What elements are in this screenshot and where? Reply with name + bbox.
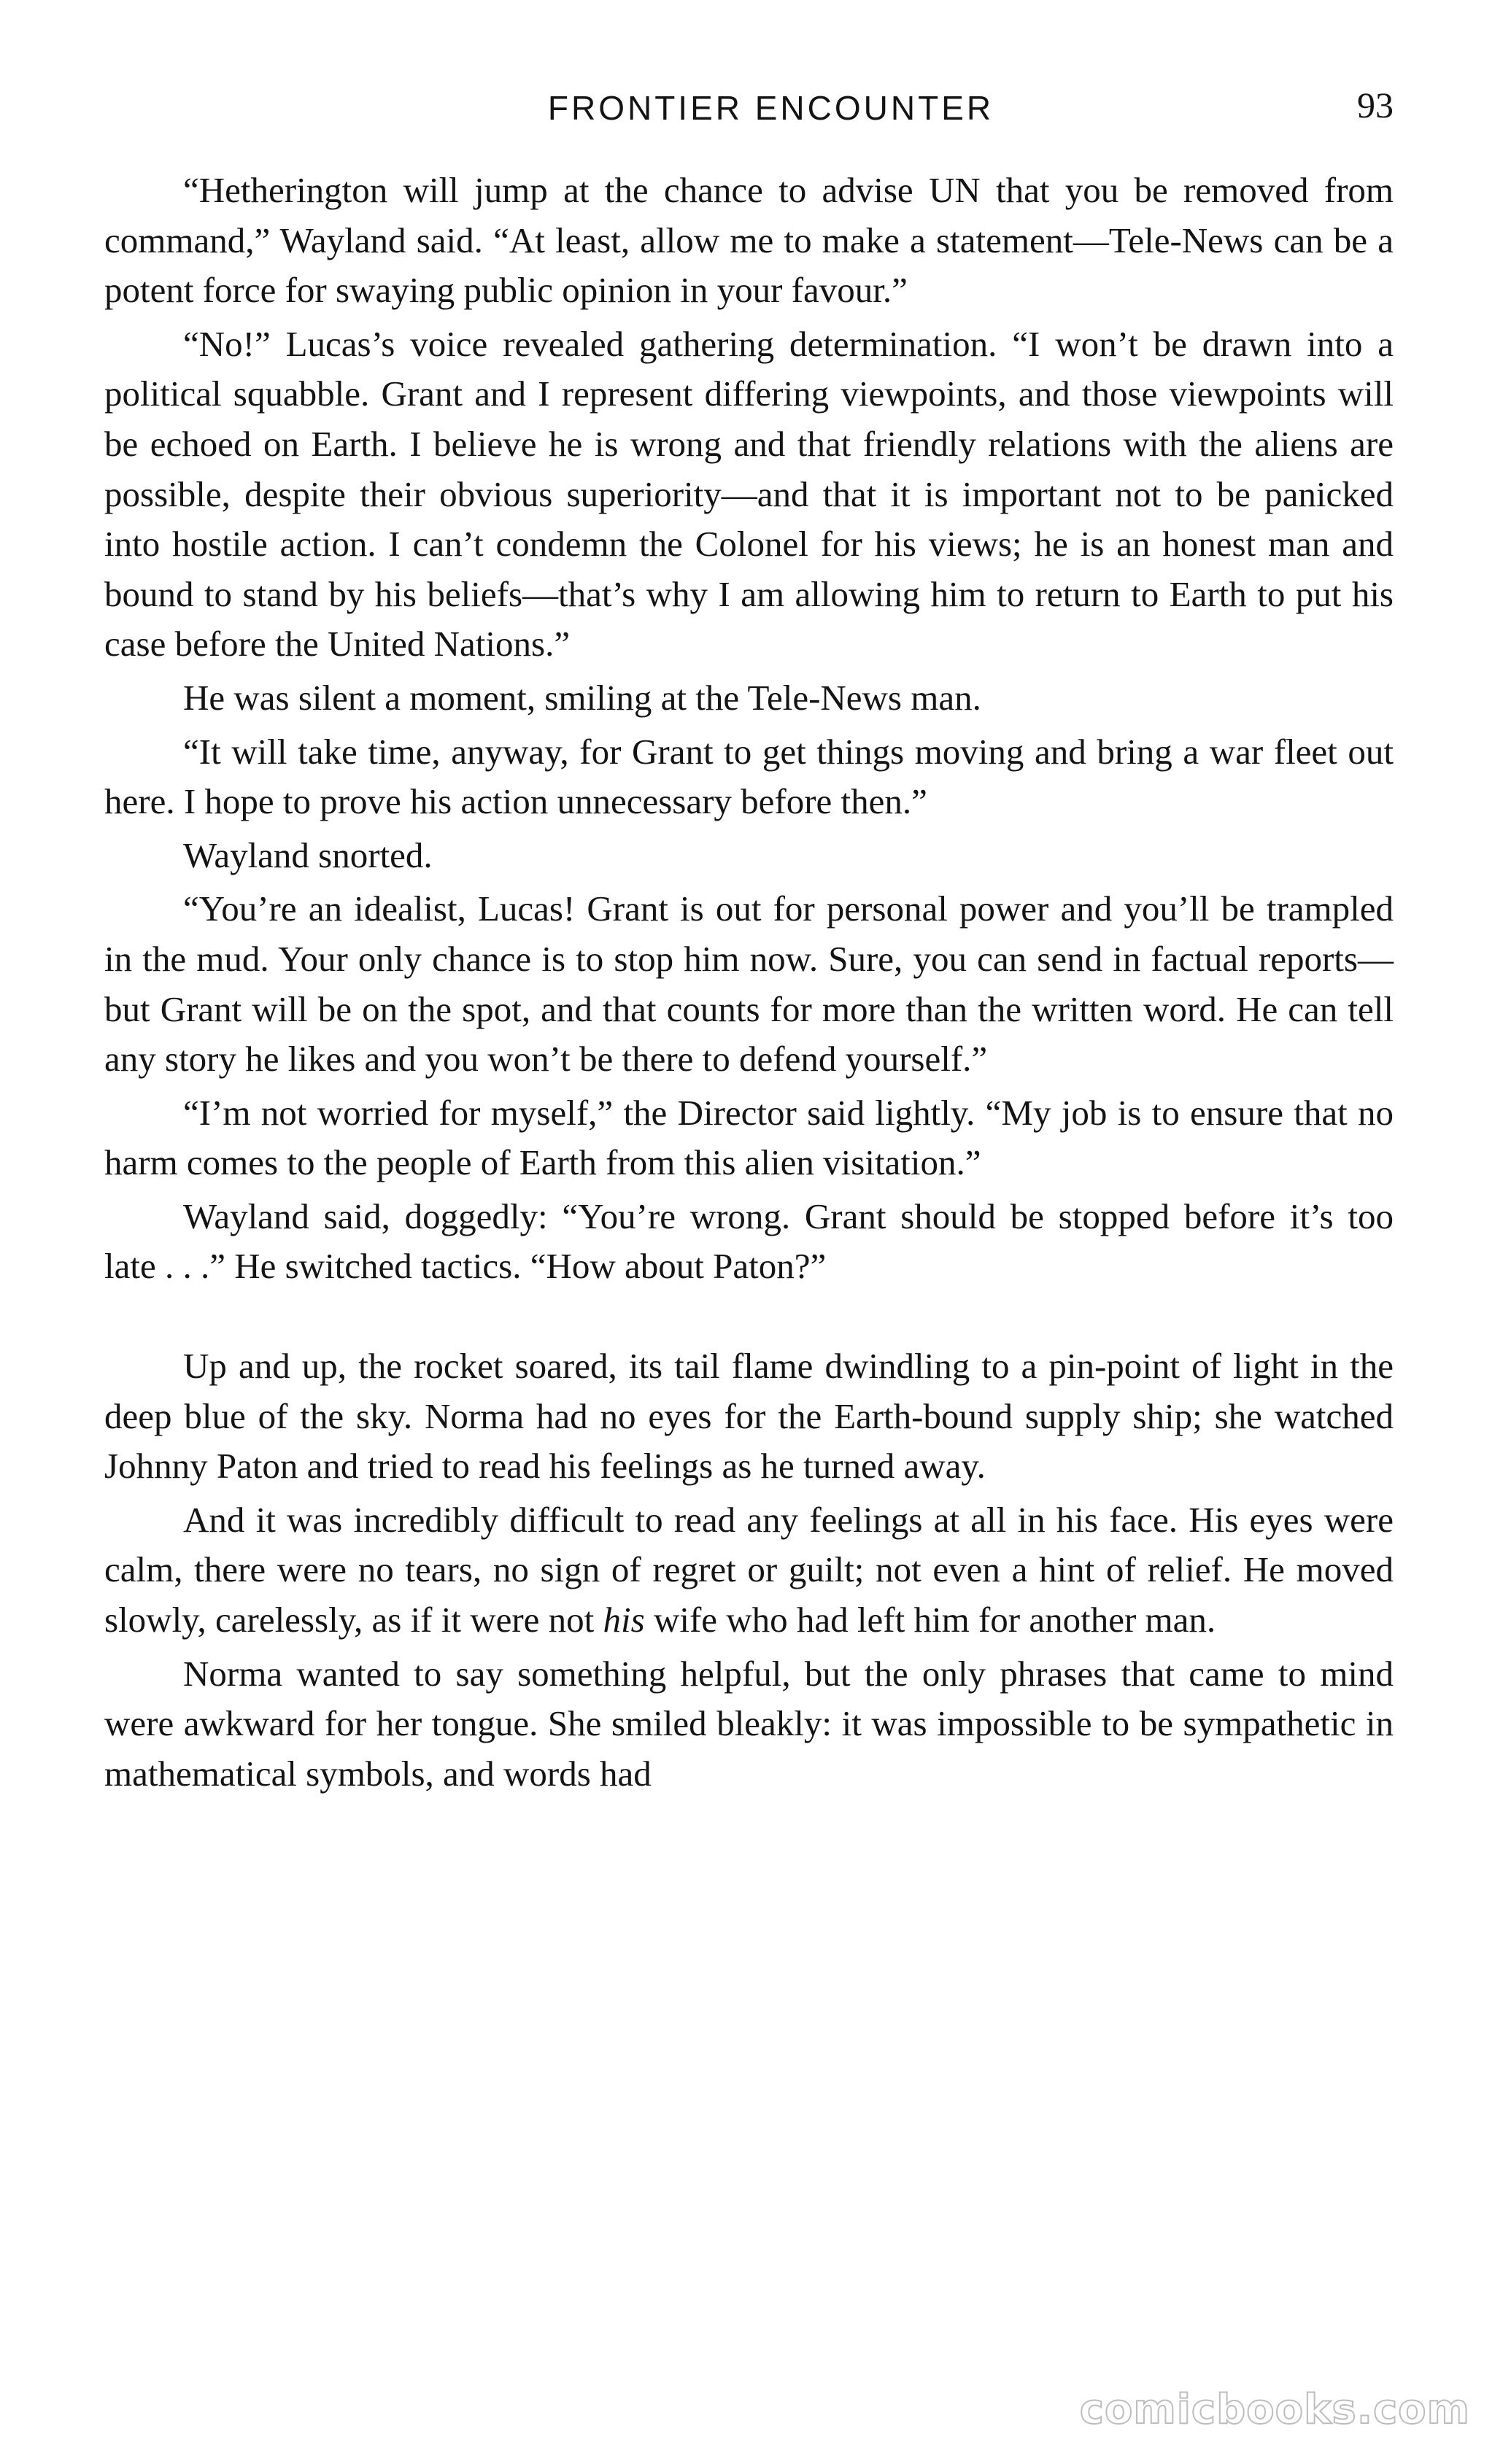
paragraph-text-after: wife who had left him for another man. <box>644 1600 1216 1640</box>
section-break <box>104 1292 1394 1341</box>
page-number: 93 <box>1357 85 1394 125</box>
body-text <box>104 166 1394 1799</box>
paragraph: He was silent a moment, smiling at the Tele-News man. <box>183 677 981 718</box>
paragraph: Up and up, the rocket soared, its tail flame dwindling to a pin-point of light in the deep blue of the sky. Norma had no eyes for the Earth-bound supply ship; she watched Johnny Paton and tried to read his feelings as he turned away. <box>104 1346 1394 1487</box>
page-header <box>104 84 1394 142</box>
paragraph: Norma wanted to say something helpful, but the only phrases that came to mind were awkward for her tongue. She smiled bleakly: it was impossible to be sympathetic in mathematical symbols, and words had <box>104 1653 1394 1794</box>
paragraph-text-before: And it was incredibly difficult to read any feelings at all in his face. His eyes were calm, there were no tears, no sign of regret or guilt; not even a hint of relief. He moved slowly, carelessly, as if it were not <box>104 1499 1394 1640</box>
running-title: FRONTIER ENCOUNTER <box>547 89 994 127</box>
italic-word: his <box>603 1600 645 1640</box>
paragraph-with-italic <box>104 1495 1394 1646</box>
paragraph: “Hetherington will jump at the chance to advise UN that you be removed from command,” Wayland said. “At least, allow me to make a statement—Tele-News can be a potent force for swaying public opinion in your favour.” <box>104 170 1394 311</box>
paragraph: Wayland snorted. <box>183 834 433 875</box>
paragraph: “I’m not worried for myself,” the Director said lightly. “My job is to ensure that no harm comes to the people of Earth from this alien visitation.” <box>104 1092 1394 1183</box>
paragraph: “No!” Lucas’s voice revealed gathering determination. “I won’t be drawn into a political squabble. Grant and I represent differing viewpoints, and those viewpoints will be echoed on Earth. I believe he is wrong and that friendly relations with the aliens are possible, despite their obvious superiority—and that it is important not to be panicked into hostile action. I can’t condemn the Colonel for his views; he is an honest man and bound to stand by his beliefs—that’s why I am allowing him to return to Earth to put his case before the United Nations.” <box>104 323 1394 665</box>
paragraph: “It will take time, anyway, for Grant to get things moving and bring a war fleet out here. I hope to prove his action unnecessary before then.” <box>104 731 1394 822</box>
paragraph: “You’re an idealist, Lucas! Grant is out for personal power and you’ll be trampled in the mud. Your only chance is to stop him now. Sure, you can send in factual reports—but Grant will be on the spot, and that counts for more than the written word. He can tell any story he likes and you won’t be there to defend yourself.” <box>104 888 1394 1080</box>
watermark-logo: comicbooks.com <box>1079 2386 1470 2433</box>
paragraph: Wayland said, doggedly: “You’re wrong. Grant should be stopped before it’s too late . . .” He switched tactics. “How about Paton?” <box>104 1196 1394 1287</box>
